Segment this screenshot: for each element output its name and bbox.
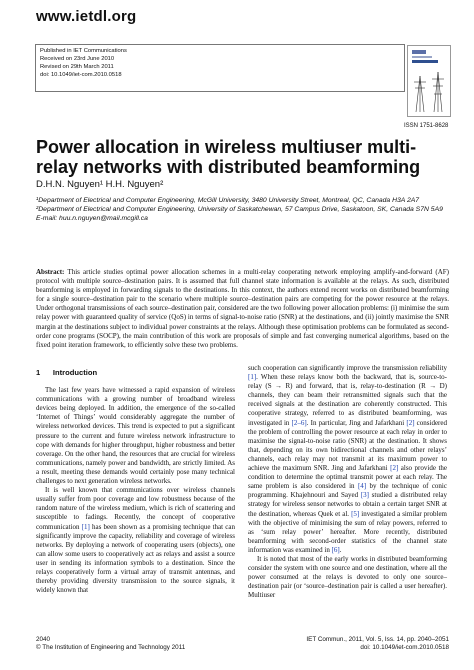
- abstract-label: Abstract:: [36, 268, 65, 276]
- section-title: Introduction: [52, 368, 98, 377]
- text-span: It is well known that communications over wireless channels usually suffer from poor coverage and low robustness because of the random nature of the wireless medium, which is rich of scattering and susceptible to fadings. Recently, the concept of cooperative communication: [36, 486, 235, 531]
- text-span: . In particular, Jing and Jafarkhani: [306, 418, 407, 427]
- journal-citation: IET Commun., 2011, Vol. 5, Iss. 14, pp. 2040–2051: [306, 636, 449, 643]
- text-span: by the technique of conic programming. Khajehnouri and Sayed: [248, 482, 447, 500]
- article-title: Power allocation in wireless multiuser multi-relay networks with distributed beamforming: [36, 137, 421, 177]
- issn: ISSN 1751-8628: [404, 123, 449, 129]
- text-span: also provide the condition to determine the optimal transmit power at each relay. The same problem is also considered in: [248, 464, 447, 491]
- intro-paragraph-3: [248, 364, 447, 555]
- citation-link[interactable]: [2]: [390, 464, 399, 473]
- text-span: .: [339, 545, 342, 554]
- citation-link[interactable]: [1]: [81, 522, 90, 531]
- citation-link[interactable]: [6]: [331, 545, 340, 554]
- section-heading: [36, 368, 235, 377]
- text-span: studied a distributed relay strategy for wireless sensor networks to obtain a certain target SNR at the destination, whereas Quek et al.: [248, 491, 447, 518]
- footer-right: [306, 636, 449, 652]
- page-number: 2040: [36, 636, 51, 643]
- text-span: has been shown as a promising technique that can significantly improve the capacity, reliability and coverage of wireless networks. By deploying a network of cooperating users (objects), one can allow some users to cooperatively act as relays and assist a source user in sending its information symbols to a destination. Since the relays cooperatively form a virtual array of transmit antennas, and thereby providing diversity transmission to the source signals, it widely known that: [36, 522, 235, 595]
- citation-link[interactable]: [5]: [351, 509, 360, 518]
- author-list: D.H.N. Nguyen¹ H.H. Nguyen²: [36, 179, 164, 190]
- journal-cover-image: [407, 45, 451, 117]
- affiliations: [36, 196, 446, 223]
- page-footer: [36, 636, 449, 652]
- text-span: investigated a similar problem with the objective of minimising the sum of relay powers, referred to as ‘sum relay power’ hereafter. More recently, distributed beamforming with second-order statistics of the channel state information was examined in: [248, 509, 447, 554]
- right-column: [248, 364, 447, 600]
- left-column: [36, 368, 235, 595]
- affiliation-1: ¹Department of Electrical and Computer Engineering, McGill University, 3480 University Street, Montreal, QC, Canada H3A 2A7: [36, 197, 420, 204]
- citation-link[interactable]: [3]: [360, 491, 369, 500]
- copyright: © The Institution of Engineering and Technology 2011: [36, 644, 186, 651]
- revised-date: Revised on 29th March 2011: [40, 64, 114, 70]
- section-number: 1: [36, 368, 41, 377]
- intro-paragraph-1: The last few years have witnessed a rapid expansion of wireless communications with a growing number of broadband wireless devices being deployed. In addition, the emergence of the so-called ‘Internet of Things’ would considerably aggregate the number of wireless networked devices. This trend is expected to put a significant pressure to the current and future wireless network infrastructure to cope with demands for higher throughput, higher robustness and better coverage. On the other hand, the resources that are crucial for wireless communications, namely power and bandwidth, are strictly limited. As a result, meeting these demands would certainly pose many technical challenges to next generation wireless networks.: [36, 386, 235, 486]
- citation-link[interactable]: [1]: [248, 373, 257, 382]
- text-span: considered the problem of controlling the power resource at each relay in order to maximise the signal-to-noise ratio (SNR) at the destination. It shows that, depending on its own bidirectional channels and other relays’ channels, each relay may not transmit at its maximum power to achieve the maximum SNR. Jing and Jafarkhani: [248, 418, 447, 473]
- abstract-text: This article studies optimal power allocation schemes in a multi-relay cooperating network employing amplify-and-forward (AF) protocol with multiple source–destination pairs. It is assumed that full channel state information is available at the relays. As such, distributed beamforming is employed in forwarding signals to the destinations. In this context, the authors extend recent works on distributed beamforming for a single source–destination pair to the scenario where multiple source–destination pairs are competing for the power resource at the relays. Under orthogonal transmissions of each source–destination pair, considered are the two following power allocation problems: (i) minimise the sum relay power with guaranteed quality of service (QoS) in terms of signal-to-noise ratio (SNR) at the destinations, and (ii) jointly maximise the SNR margin at the destinations subject to individual power constraints at the relays. Although these optimisation problems can be formulated as second-order cone programs (SOCP), the main contribution of this work are proposals of simple and fast converging numerical algorithms, based on the fixed point iteration framework, to efficiently solve these two problems.: [36, 268, 450, 349]
- abstract: [36, 268, 449, 350]
- text-span: such cooperation can significantly improve the transmission reliability: [248, 364, 447, 372]
- published-in: Published in IET Communications: [40, 48, 127, 54]
- citation-link[interactable]: [2–6]: [291, 418, 307, 427]
- publication-info: [40, 47, 127, 79]
- doi: doi: 10.1049/iet-com.2010.0518: [40, 72, 122, 78]
- intro-paragraph-2: [36, 486, 235, 595]
- author-email[interactable]: E-mail: huu.n.nguyen@mail.mcgill.ca: [36, 215, 148, 222]
- footer-doi: doi: 10.1049/iet-com.2010.0518: [360, 644, 449, 651]
- citation-link[interactable]: [4]: [357, 482, 367, 491]
- text-span: . When these relays know both the backward, that is, source-to-relay (S → R) and forward, that is, relay-to-destination (R → D) channels, they can beam their retransmitted signals such that the received signals at the destination are coherently constructed. This cooperative strategy, referred to as distributed beamforming, was investigated in: [248, 373, 447, 427]
- affiliation-2: ²Department of Electrical and Computer Engineering, University of Saskatchewan, 57 Campus Drive, Saskatoon, SK, Canada S7N 5A9: [36, 206, 443, 213]
- received-date: Received on 23rd June 2010: [40, 56, 115, 62]
- citation-link[interactable]: [2]: [406, 418, 415, 427]
- journal-site-url[interactable]: www.ietdl.org: [36, 8, 137, 25]
- intro-paragraph-4: It is noted that most of the early works in distributed beamforming consider the system with one source and one destination, where all the power consumed at the relays is devoted to only one source–destination pair (or ‘source–destination pair is called a user hereafter). Multiuser: [248, 554, 447, 600]
